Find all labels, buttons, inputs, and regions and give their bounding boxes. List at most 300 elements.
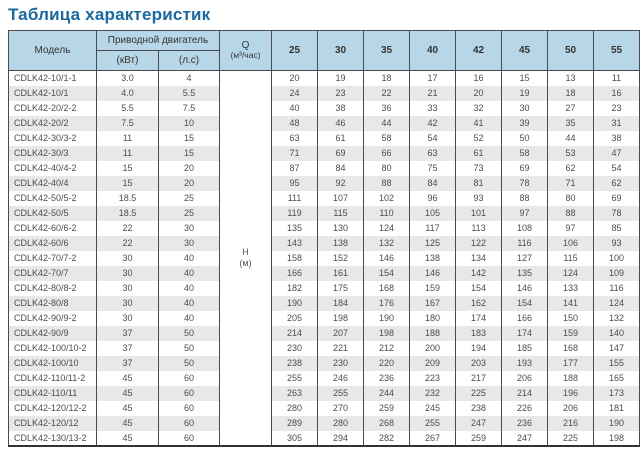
head-value-cell: 124 — [594, 296, 640, 311]
head-value-cell: 24 — [272, 86, 318, 101]
head-value-cell: 236 — [364, 371, 410, 386]
head-value-cell: 63 — [410, 146, 456, 161]
head-value-cell: 305 — [272, 431, 318, 446]
model-cell: CDLK42-100/10 — [9, 356, 97, 371]
head-value-cell: 50 — [502, 131, 548, 146]
table-row — [9, 281, 640, 296]
model-cell: CDLK42-100/10-2 — [9, 341, 97, 356]
head-value-cell: 138 — [410, 251, 456, 266]
hp-cell: 50 — [159, 341, 220, 356]
hp-cell: 60 — [159, 401, 220, 416]
head-value-cell: 109 — [594, 266, 640, 281]
header-q — [220, 31, 272, 71]
head-value-cell: 165 — [594, 371, 640, 386]
head-value-cell: 22 — [364, 86, 410, 101]
head-value-cell: 206 — [548, 401, 594, 416]
head-value-cell: 214 — [272, 326, 318, 341]
head-value-cell: 146 — [364, 251, 410, 266]
kw-cell: 30 — [97, 281, 159, 296]
table-row — [9, 161, 640, 176]
kw-cell: 7.5 — [97, 116, 159, 131]
head-value-cell: 62 — [548, 161, 594, 176]
header-flow-25: 25 — [272, 31, 318, 71]
header-flow-40: 40 — [410, 31, 456, 71]
kw-cell: 37 — [97, 341, 159, 356]
hp-cell: 30 — [159, 236, 220, 251]
table-row — [9, 431, 640, 446]
head-value-cell: 133 — [548, 281, 594, 296]
table-row — [9, 311, 640, 326]
head-value-cell: 154 — [364, 266, 410, 281]
head-value-cell: 174 — [502, 326, 548, 341]
hp-cell: 40 — [159, 251, 220, 266]
table-row — [9, 251, 640, 266]
head-value-cell: 259 — [456, 431, 502, 446]
head-value-cell: 97 — [548, 221, 594, 236]
head-value-cell: 124 — [548, 266, 594, 281]
head-value-cell: 247 — [456, 416, 502, 431]
head-value-cell: 75 — [410, 161, 456, 176]
model-cell: CDLK42-60/6 — [9, 236, 97, 251]
head-value-cell: 268 — [364, 416, 410, 431]
head-value-cell: 16 — [456, 71, 502, 86]
head-value-cell: 196 — [548, 386, 594, 401]
header-hp: (л.с) — [159, 51, 220, 71]
head-value-cell: 132 — [594, 311, 640, 326]
head-value-cell: 246 — [318, 371, 364, 386]
head-value-cell: 209 — [410, 356, 456, 371]
head-value-cell: 110 — [364, 206, 410, 221]
head-value-cell: 158 — [272, 251, 318, 266]
table-row — [9, 71, 640, 86]
head-value-cell: 146 — [502, 281, 548, 296]
head-value-cell: 159 — [548, 326, 594, 341]
table-row — [9, 296, 640, 311]
head-value-cell: 230 — [272, 341, 318, 356]
head-value-cell: 84 — [410, 176, 456, 191]
head-value-cell: 85 — [594, 221, 640, 236]
model-cell: CDLK42-10/1-1 — [9, 71, 97, 86]
head-value-cell: 190 — [272, 296, 318, 311]
head-value-cell: 198 — [594, 431, 640, 446]
head-value-cell: 102 — [364, 191, 410, 206]
head-value-cell: 47 — [594, 146, 640, 161]
head-value-cell: 221 — [318, 341, 364, 356]
kw-cell: 22 — [97, 221, 159, 236]
model-cell: CDLK42-50/5-2 — [9, 191, 97, 206]
spec-table — [8, 30, 640, 447]
head-value-cell: 69 — [318, 146, 364, 161]
head-value-cell: 135 — [502, 266, 548, 281]
head-value-cell: 73 — [456, 161, 502, 176]
head-value-cell: 31 — [594, 116, 640, 131]
hp-cell: 7.5 — [159, 101, 220, 116]
head-value-cell: 61 — [318, 131, 364, 146]
hp-cell: 25 — [159, 206, 220, 221]
model-cell: CDLK42-120/12 — [9, 416, 97, 431]
header-flow-50: 50 — [548, 31, 594, 71]
head-value-cell: 23 — [594, 101, 640, 116]
header-model: Модель — [9, 31, 97, 71]
model-cell: CDLK42-130/13-2 — [9, 431, 97, 446]
table-row — [9, 131, 640, 146]
table-row — [9, 116, 640, 131]
kw-cell: 15 — [97, 176, 159, 191]
head-value-cell: 203 — [456, 356, 502, 371]
head-value-cell: 80 — [364, 161, 410, 176]
head-value-cell: 280 — [318, 416, 364, 431]
head-value-cell: 44 — [548, 131, 594, 146]
hp-cell: 40 — [159, 296, 220, 311]
head-value-cell: 184 — [318, 296, 364, 311]
head-value-cell: 106 — [548, 236, 594, 251]
head-value-cell: 147 — [594, 341, 640, 356]
head-value-cell: 15 — [502, 71, 548, 86]
hp-cell: 30 — [159, 221, 220, 236]
header-motor-group: Приводной двигатель — [97, 31, 220, 51]
head-value-cell: 194 — [456, 341, 502, 356]
head-value-cell: 135 — [272, 221, 318, 236]
kw-cell: 3.0 — [97, 71, 159, 86]
head-value-cell: 32 — [456, 101, 502, 116]
table-row — [9, 416, 640, 431]
kw-cell: 22 — [97, 236, 159, 251]
head-value-cell: 159 — [410, 281, 456, 296]
kw-cell: 15 — [97, 161, 159, 176]
head-value-cell: 177 — [548, 356, 594, 371]
head-value-cell: 173 — [594, 386, 640, 401]
model-cell: CDLK42-110/11-2 — [9, 371, 97, 386]
hp-cell: 20 — [159, 176, 220, 191]
kw-cell: 11 — [97, 146, 159, 161]
head-value-cell: 167 — [410, 296, 456, 311]
head-value-cell: 54 — [594, 161, 640, 176]
q-label: Q — [241, 39, 250, 51]
kw-cell: 45 — [97, 371, 159, 386]
head-value-cell: 16 — [594, 86, 640, 101]
table-row — [9, 371, 640, 386]
head-value-cell: 176 — [364, 296, 410, 311]
head-value-cell: 154 — [456, 281, 502, 296]
head-value-cell: 255 — [272, 371, 318, 386]
head-value-cell: 200 — [410, 341, 456, 356]
head-value-cell: 53 — [548, 146, 594, 161]
hp-cell: 60 — [159, 416, 220, 431]
head-value-cell: 181 — [594, 401, 640, 416]
model-cell: CDLK42-40/4-2 — [9, 161, 97, 176]
table-row — [9, 386, 640, 401]
head-value-cell: 41 — [456, 116, 502, 131]
table-header — [9, 31, 640, 71]
head-value-cell: 140 — [594, 326, 640, 341]
head-value-cell: 238 — [272, 356, 318, 371]
head-value-cell: 35 — [548, 116, 594, 131]
head-value-cell: 69 — [594, 191, 640, 206]
hp-cell: 15 — [159, 131, 220, 146]
head-value-cell: 280 — [272, 401, 318, 416]
head-value-cell: 190 — [594, 416, 640, 431]
kw-cell: 30 — [97, 251, 159, 266]
kw-cell: 11 — [97, 131, 159, 146]
head-value-cell: 52 — [456, 131, 502, 146]
hp-cell: 40 — [159, 266, 220, 281]
table-row — [9, 401, 640, 416]
hp-cell: 60 — [159, 431, 220, 446]
model-cell: CDLK42-20/2 — [9, 116, 97, 131]
head-value-cell: 115 — [318, 206, 364, 221]
head-value-cell: 175 — [318, 281, 364, 296]
header-flow-35: 35 — [364, 31, 410, 71]
hp-cell: 50 — [159, 356, 220, 371]
kw-cell: 45 — [97, 401, 159, 416]
model-cell: CDLK42-10/1 — [9, 86, 97, 101]
head-value-cell: 44 — [364, 116, 410, 131]
head-value-cell: 61 — [456, 146, 502, 161]
hp-cell: 40 — [159, 311, 220, 326]
table-row — [9, 206, 640, 221]
kw-cell: 18.5 — [97, 191, 159, 206]
head-value-cell: 236 — [502, 416, 548, 431]
table-row — [9, 101, 640, 116]
head-value-cell: 162 — [456, 296, 502, 311]
model-cell: CDLK42-70/7-2 — [9, 251, 97, 266]
model-cell: CDLK42-110/11 — [9, 386, 97, 401]
head-value-cell: 97 — [502, 206, 548, 221]
kw-cell: 4.0 — [97, 86, 159, 101]
head-value-cell: 155 — [594, 356, 640, 371]
kw-cell: 30 — [97, 296, 159, 311]
model-cell: CDLK42-90/9-2 — [9, 311, 97, 326]
head-value-cell: 36 — [364, 101, 410, 116]
head-value-cell: 18 — [548, 86, 594, 101]
head-value-cell: 80 — [548, 191, 594, 206]
head-value-cell: 42 — [410, 116, 456, 131]
head-value-cell: 188 — [548, 371, 594, 386]
head-value-cell: 87 — [272, 161, 318, 176]
head-value-cell: 78 — [594, 206, 640, 221]
head-value-cell: 142 — [456, 266, 502, 281]
head-value-cell: 259 — [364, 401, 410, 416]
head-value-cell: 282 — [364, 431, 410, 446]
head-value-cell: 220 — [364, 356, 410, 371]
head-value-cell: 143 — [272, 236, 318, 251]
table-row — [9, 191, 640, 206]
head-value-cell: 88 — [502, 191, 548, 206]
head-value-cell: 115 — [548, 251, 594, 266]
head-value-cell: 226 — [502, 401, 548, 416]
head-value-cell: 193 — [502, 356, 548, 371]
head-value-cell: 130 — [318, 221, 364, 236]
head-value-cell: 46 — [318, 116, 364, 131]
head-value-cell: 245 — [410, 401, 456, 416]
header-flow-45: 45 — [502, 31, 548, 71]
head-value-cell: 58 — [502, 146, 548, 161]
hp-cell: 25 — [159, 191, 220, 206]
head-value-cell: 185 — [502, 341, 548, 356]
head-value-cell: 152 — [318, 251, 364, 266]
head-value-cell: 40 — [272, 101, 318, 116]
head-value-cell: 166 — [272, 266, 318, 281]
model-cell: CDLK42-80/8-2 — [9, 281, 97, 296]
head-value-cell: 96 — [410, 191, 456, 206]
head-value-cell: 81 — [456, 176, 502, 191]
head-value-cell: 113 — [456, 221, 502, 236]
kw-cell: 30 — [97, 266, 159, 281]
table-row — [9, 146, 640, 161]
head-value-cell: 93 — [594, 236, 640, 251]
head-value-cell: 71 — [272, 146, 318, 161]
head-value-cell: 20 — [272, 71, 318, 86]
head-value-cell: 198 — [364, 326, 410, 341]
head-value-cell: 111 — [272, 191, 318, 206]
head-value-cell: 88 — [364, 176, 410, 191]
head-value-cell: 267 — [410, 431, 456, 446]
hp-cell: 5.5 — [159, 86, 220, 101]
head-value-cell: 146 — [410, 266, 456, 281]
q-unit: (м³/час) — [230, 50, 261, 61]
head-value-cell: 198 — [318, 311, 364, 326]
head-value-cell: 62 — [594, 176, 640, 191]
table-row — [9, 356, 640, 371]
kw-cell: 37 — [97, 326, 159, 341]
head-value-cell: 238 — [456, 401, 502, 416]
kw-cell: 45 — [97, 416, 159, 431]
model-cell: CDLK42-40/4 — [9, 176, 97, 191]
head-value-cell: 38 — [594, 131, 640, 146]
head-value-cell: 207 — [318, 326, 364, 341]
model-cell: CDLK42-120/12-2 — [9, 401, 97, 416]
header-flow-30: 30 — [318, 31, 364, 71]
model-cell: CDLK42-60/6-2 — [9, 221, 97, 236]
head-value-cell: 125 — [410, 236, 456, 251]
head-value-cell: 127 — [502, 251, 548, 266]
kw-cell: 37 — [97, 356, 159, 371]
head-value-cell: 166 — [502, 311, 548, 326]
table-row — [9, 221, 640, 236]
head-value-cell: 214 — [502, 386, 548, 401]
head-value-cell: 69 — [502, 161, 548, 176]
table-row — [9, 86, 640, 101]
head-value-cell: 183 — [456, 326, 502, 341]
hp-cell: 40 — [159, 281, 220, 296]
header-flow-42: 42 — [456, 31, 502, 71]
head-value-cell: 92 — [318, 176, 364, 191]
head-value-cell: 263 — [272, 386, 318, 401]
head-value-cell: 54 — [410, 131, 456, 146]
head-value-cell: 182 — [272, 281, 318, 296]
head-value-cell: 101 — [456, 206, 502, 221]
head-value-cell: 18 — [364, 71, 410, 86]
head-value-cell: 58 — [364, 131, 410, 146]
head-value-cell: 188 — [410, 326, 456, 341]
model-cell: CDLK42-30/3-2 — [9, 131, 97, 146]
page-title: Таблица характеристик — [8, 5, 211, 24]
head-value-cell: 116 — [594, 281, 640, 296]
head-value-cell: 150 — [548, 311, 594, 326]
model-cell: CDLK42-90/9 — [9, 326, 97, 341]
model-cell: CDLK42-70/7 — [9, 266, 97, 281]
head-value-cell: 19 — [318, 71, 364, 86]
head-value-cell: 78 — [502, 176, 548, 191]
head-value-cell: 108 — [502, 221, 548, 236]
head-value-cell: 23 — [318, 86, 364, 101]
head-value-cell: 168 — [364, 281, 410, 296]
model-cell: CDLK42-50/5 — [9, 206, 97, 221]
head-value-cell: 270 — [318, 401, 364, 416]
head-value-cell: 232 — [410, 386, 456, 401]
model-cell: CDLK42-20/2-2 — [9, 101, 97, 116]
model-cell: CDLK42-80/8 — [9, 296, 97, 311]
h-meters-cell: H (м) — [220, 71, 272, 446]
head-value-cell: 19 — [502, 86, 548, 101]
head-value-cell: 180 — [410, 311, 456, 326]
head-value-cell: 134 — [456, 251, 502, 266]
head-value-cell: 168 — [548, 341, 594, 356]
head-value-cell: 119 — [272, 206, 318, 221]
head-value-cell: 289 — [272, 416, 318, 431]
head-value-cell: 63 — [272, 131, 318, 146]
head-value-cell: 124 — [364, 221, 410, 236]
head-value-cell: 117 — [410, 221, 456, 236]
head-value-cell: 84 — [318, 161, 364, 176]
head-value-cell: 13 — [548, 71, 594, 86]
kw-cell: 45 — [97, 431, 159, 446]
kw-cell: 5.5 — [97, 101, 159, 116]
hp-cell: 60 — [159, 386, 220, 401]
head-value-cell: 225 — [548, 431, 594, 446]
head-value-cell: 132 — [364, 236, 410, 251]
head-value-cell: 21 — [410, 86, 456, 101]
head-value-cell: 38 — [318, 101, 364, 116]
head-value-cell: 27 — [548, 101, 594, 116]
head-value-cell: 71 — [548, 176, 594, 191]
head-value-cell: 244 — [364, 386, 410, 401]
head-value-cell: 190 — [364, 311, 410, 326]
spec-table-body — [9, 71, 640, 446]
table-row — [9, 266, 640, 281]
head-value-cell: 230 — [318, 356, 364, 371]
head-value-cell: 141 — [548, 296, 594, 311]
head-value-cell: 100 — [594, 251, 640, 266]
head-value-cell: 17 — [410, 71, 456, 86]
head-value-cell: 223 — [410, 371, 456, 386]
head-value-cell: 88 — [548, 206, 594, 221]
table-row — [9, 236, 640, 251]
hp-cell: 50 — [159, 326, 220, 341]
hp-cell: 20 — [159, 161, 220, 176]
head-value-cell: 216 — [548, 416, 594, 431]
head-value-cell: 174 — [456, 311, 502, 326]
header-kw: (кВт) — [97, 51, 159, 71]
kw-cell: 30 — [97, 311, 159, 326]
table-row — [9, 176, 640, 191]
hp-cell: 4 — [159, 71, 220, 86]
kw-cell: 45 — [97, 386, 159, 401]
head-value-cell: 93 — [456, 191, 502, 206]
head-value-cell: 154 — [502, 296, 548, 311]
head-value-cell: 105 — [410, 206, 456, 221]
head-value-cell: 48 — [272, 116, 318, 131]
head-value-cell: 247 — [502, 431, 548, 446]
head-value-cell: 255 — [410, 416, 456, 431]
head-value-cell: 116 — [502, 236, 548, 251]
head-value-cell: 33 — [410, 101, 456, 116]
model-cell: CDLK42-30/3 — [9, 146, 97, 161]
head-value-cell: 255 — [318, 386, 364, 401]
hp-cell: 60 — [159, 371, 220, 386]
head-value-cell: 11 — [594, 71, 640, 86]
head-value-cell: 138 — [318, 236, 364, 251]
